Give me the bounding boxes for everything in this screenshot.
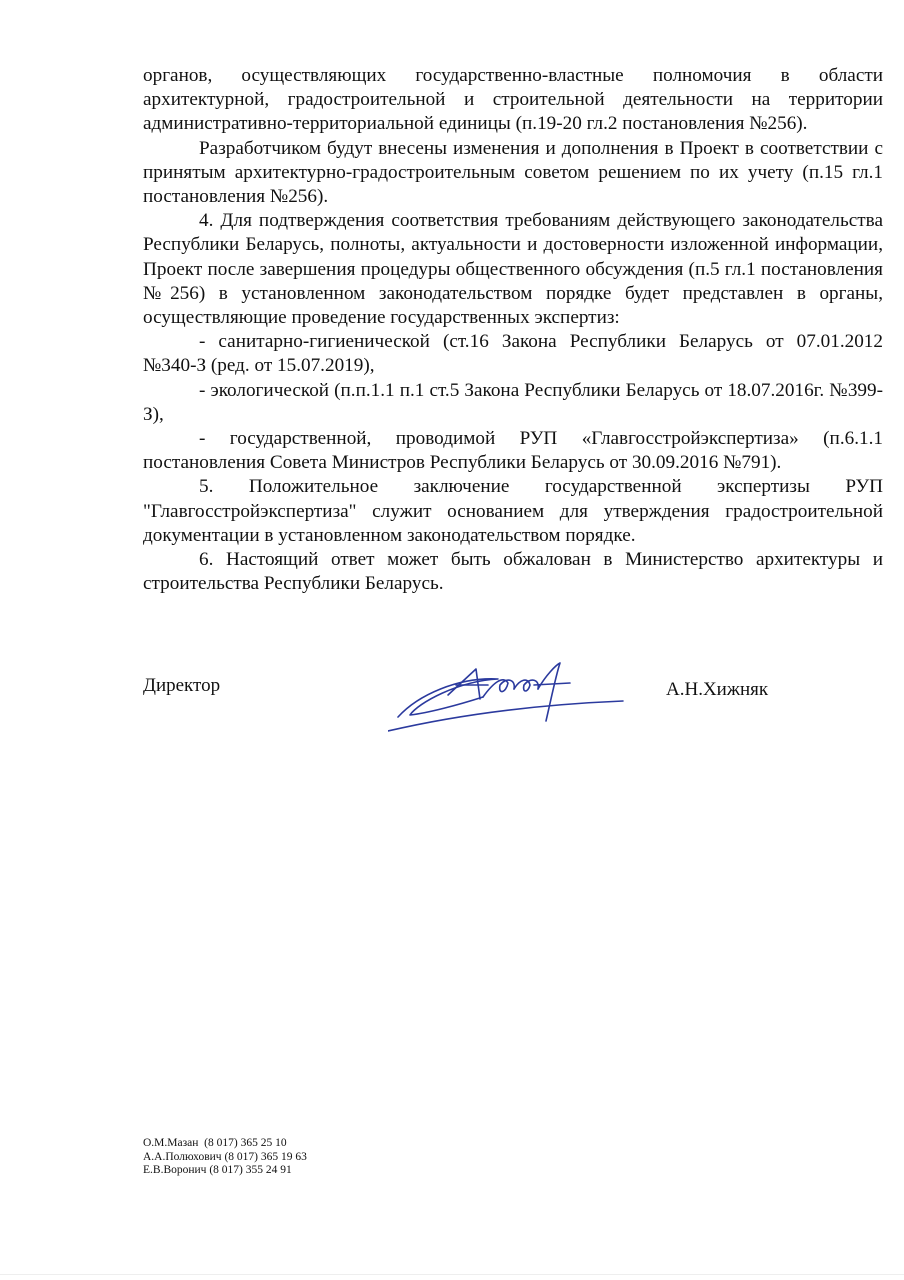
- contact-line: А.А.Полюхович (8 017) 365 19 63: [143, 1150, 307, 1163]
- contacts-block: [143, 1137, 307, 1178]
- letter-body: [143, 64, 883, 596]
- signature-block: [143, 655, 883, 735]
- paragraph-state-expertise: - государственной, проводимой РУП «Главгосстройэкспертиза» (п.6.1.1 постановления Совета Министров Республики Беларусь от 30.09.2016 №791).: [143, 428, 883, 474]
- paragraph-item-5: 5. Положительное заключение государственной экспертизы РУП "Главгосстройэкспертиза" служит основанием для утверждения градостроительной документации в установленном законодательством порядке.: [143, 476, 883, 546]
- page-edge-divider: [0, 1274, 904, 1275]
- contact-line: О.М.Мазан (8 017) 365 25 10: [143, 1137, 287, 1149]
- paragraph-item-6: 6. Настоящий ответ может быть обжалован в Министерство архитектуры и строительства Республики Беларусь.: [143, 549, 883, 595]
- handwritten-signature: [388, 655, 628, 735]
- paragraph-ecological-expertise: - экологической (п.п.1.1 п.1 ст.5 Закона Республики Беларусь от 18.07.2016г. №399-З),: [143, 379, 883, 425]
- paragraph-sanitary-expertise: - санитарно-гигиенической (ст.16 Закона Республики Беларусь от 07.01.2012 №340-З (ред. от 15.07.2019),: [143, 331, 883, 377]
- contact-line: Е.В.Воронич (8 017) 355 24 91: [143, 1164, 292, 1176]
- signatory-name: А.Н.Хижняк: [666, 679, 769, 700]
- signatory-title: Директор: [143, 675, 221, 696]
- paragraph-developer-changes: Разработчиком будут внесены изменения и дополнения в Проект в соответствии с принятым архитектурно-градостроительным советом решением по их учету (п.15 гл.1 постановления №256).: [143, 137, 883, 208]
- paragraph-item-4: 4. Для подтверждения соответствия требованиям действующего законодательства Республики Беларусь, полноты, актуальности и достоверности изложенной информации, Проект после завершения процедуры общественного обсуждения (п.5 гл.1 постановления №256) в установленном законодательством порядке будет представлен в органы, осуществляющие проведение государственных экспертиз:: [143, 210, 883, 329]
- paragraph-continuation: органов, осуществляющих государственно-властные полномочия в области архитектурной, градостроительной и строительной деятельности на территории административно-территориальной единицы (п.19-20 гл.2 постановления №256).: [143, 65, 883, 135]
